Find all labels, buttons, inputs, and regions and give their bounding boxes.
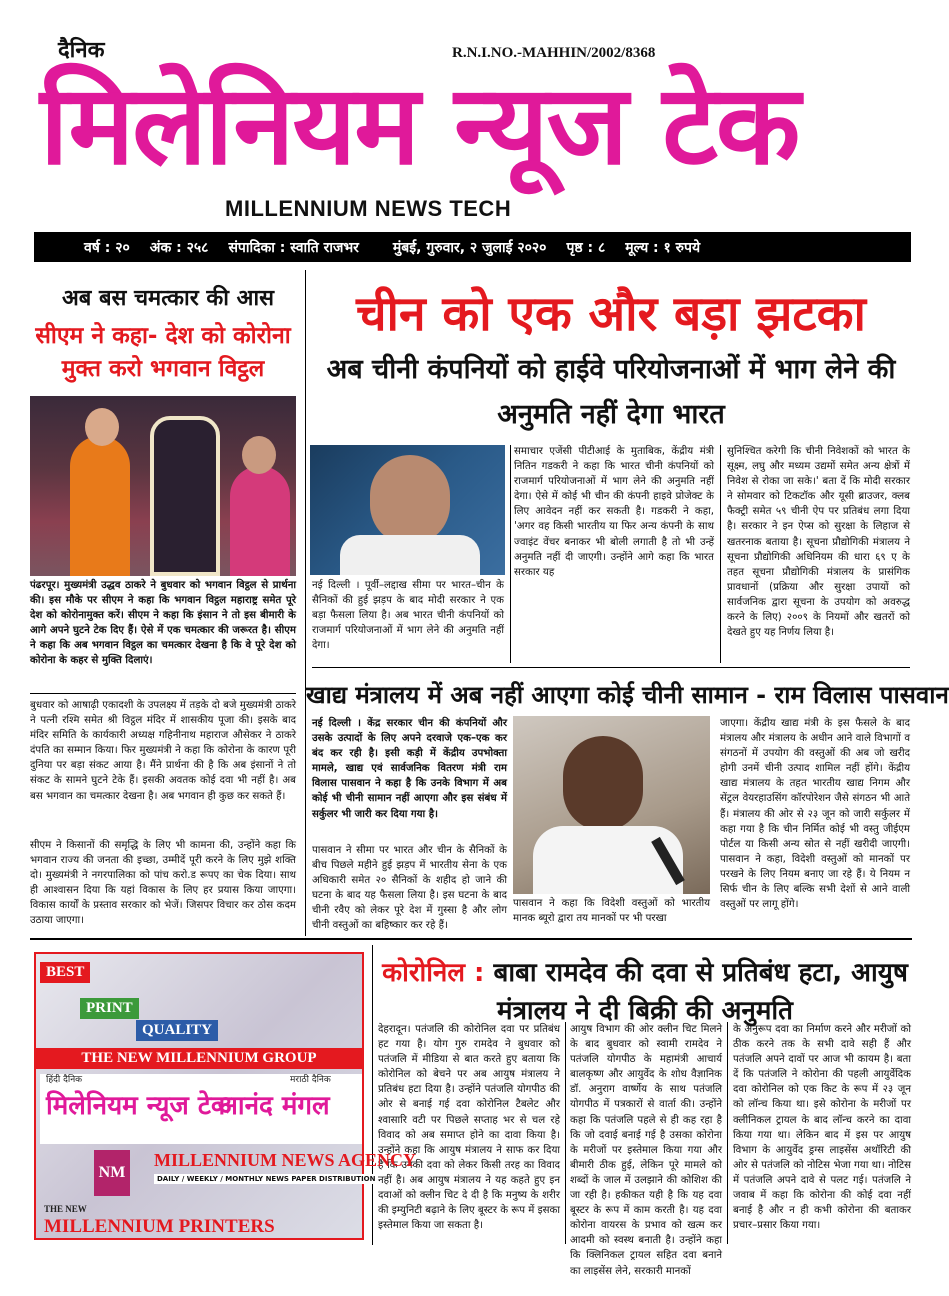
newspaper-subtitle: MILLENNIUM NEWS TECH xyxy=(225,196,512,221)
story-paragraph: समाचार एजेंसी पीटीआई के मुताबिक, केंद्रीय मंत्री नितिन गडकरी ने कहा कि भारत चीनी कंपनियों को राजमार्ग परियोजनाओं में भाग लेने की अनुमति नहीं देगा। ऐसे में कोई भी चीन की कंपनी हाइवे प्रोजेक्ट के लिए आवेदन नहीं कर सकती है। गडकरी ने कहा, 'अगर वह किसी भारतीय या फिर अन्य कंपनी के साथ ज्वाइंट वेंचर बनाकर भी बोली लगाती है तो भी उन्हें अनुमति नहीं दी जाएगी। उन्होंने आगे कहा कि भारत सरकार यह xyxy=(514,446,714,578)
column-rule xyxy=(305,270,306,936)
ad-hindi-daily: हिंदी दैनिक xyxy=(46,1075,83,1085)
pages-label: पृष्ठ : ८ xyxy=(566,239,606,256)
column-rule xyxy=(510,445,511,663)
advertisement xyxy=(34,952,417,1240)
story-lead: पंढरपूर। मुख्यमंत्री उद्धव ठाकरे ने बुधवार को भगवान विट्ठल से प्रार्थना की। इस मौके पर सीएम ने कहा कि भगवान विट्ठल महाराष्ट्र समेत पूरे देश को कोरोनामुक्त करें। सीएम ने कहा कि इंसान ने तो इस बीमारी के आगे अपने घुटने टेक दिए हैं। ऐसे में एक चमत्कार की जरूरत है। सीएम ने कहा कि अब भगवान विट्ठल का चमत्कार देखना है कि वे पूरे देश को कोरोना के कहर से मुक्ति दिलाएं। xyxy=(30,580,296,667)
headline-text: बाबा रामदेव की दवा से प्रतिबंध हटा, आयुष मंत्रालय ने दी बिक्री की अनुमति xyxy=(493,958,908,1026)
figure-head xyxy=(242,436,276,474)
story-paragraph: सीएम ने किसानों की समृद्धि के लिए भी कामना की, उन्होंने कहा कि भगवान राज्य की जनता की इच्छा, उम्मीदें पूरी करने के लिए मुझे शक्ति दो। मुख्यमंत्री ने नगरपालिका को पांच करो.ड रूपए का चेक दिया। साथ ही आश्वासन दिया कि यहां विकास के लिए हर प्रयास किया जाएगा। विकास कार्यों के प्रस्ताव सरकार को भेजें। जिसपर विचार कर ठोस कदम उठाया जाएगा। xyxy=(30,840,296,927)
story-headline: सीएम ने कहा- देश को कोरोना मुक्त करो भगवान विट्ठल xyxy=(35,323,291,383)
section-divider xyxy=(30,938,912,940)
story-paragraph: पासवान ने सीमा पर भारत और चीन के सैनिकों के बीच पिछले महीने हुई झड़प में भारतीय सेना के एक अधिकारी समेत २० सैनिकों के शहीद हो जाने की घटना के बाद यह फैसला लिया है। इस घटना के बाद चीनी रवैए को लेकर पूरे देश में गुस्सा है और लोग चीनी वस्तुओं का बहिष्कार कर रहे हैं। xyxy=(312,845,507,932)
story-paragraph: के अनुरूप दवा का निर्माण करने और मरीजों को ठीक करने तक के सभी दावे सही हैं और पतंजलि अपने दावों पर आज भी कायम है। बता दें कि पतंजलि ने कोरोना की पहली आयुर्वेदिक दवा कोरोनिल को एक किट के रूप में २३ जून को लॉन्च किया था। इसे कोरोना के मरीजों पर क्लीनिकल ट्रायल के बाद लॉन्च करने का दावा किया गया था। लेकिन बाद में इस पर आयुष विभाग के आयुर्वेद ड्रग्स लाइसेंस अथॉरिटी की ओर से पतंजलि को नोटिस भेजा गया था। नोटिस में पतंजलि अपने दावे से पलट गई। पतंजलि ने जवाब में कहा कि कोरोना की कोई दवा नहीं बनाई है और न ही कभी कोरोना की बताकर प्रचार–प्रसार किया गया। xyxy=(733,1024,911,1232)
shirt-shape xyxy=(533,826,683,894)
ad-the-new: THE NEW xyxy=(44,1204,87,1214)
gadkari-photo xyxy=(310,445,505,575)
ad-printers: MILLENNIUM PRINTERS xyxy=(44,1216,275,1237)
newspaper-title: मिलेनियम न्यूज टेक xyxy=(40,61,799,189)
ad-best: BEST xyxy=(40,962,90,983)
dateline: मुंबई, गुरुवार, २ जुलाई २०२० xyxy=(392,239,547,256)
story-paragraph: नई दिल्ली । पूर्वी–लद्दाख सीमा पर भारत–चीन के सैनिकों की हुई झड़प के बाद मोदी सरकार ने एक बड़ा फैसला लिया है। अब भारत चीनी कंपनियों को राजमार्ग परियोजनाओं में भाग लेने की अनुमति नहीं देगा। xyxy=(312,580,504,652)
column-rule xyxy=(720,445,721,663)
story-kicker: अब बस चमत्कार की आस xyxy=(61,286,275,311)
face-shape xyxy=(370,455,450,545)
story-headline: खाद्य मंत्रालय में अब नहीं आएगा कोई चीनी सामान - राम विलास पासवान xyxy=(306,681,949,709)
figure-head xyxy=(85,408,119,446)
rni-number: R.N.I.NO.-MAHHIN/2002/8368 xyxy=(452,45,656,61)
face-shape xyxy=(563,736,643,831)
figure-shape xyxy=(230,466,290,576)
price-label: मूल्य : १ रुपये xyxy=(625,239,701,256)
issue-label: अंक : २५८ xyxy=(149,239,209,256)
ad-agency-sub: DAILY / WEEKLY / MONTHLY NEWS PAPER DISTRIBUTION xyxy=(154,1174,378,1184)
year-label: वर्ष : २० xyxy=(84,239,130,256)
info-bar xyxy=(34,232,911,262)
lead-headline: चीन को एक और बड़ा झटका xyxy=(356,286,866,342)
story-paragraph: देहरादून। पतंजलि की कोरोनिल दवा पर प्रतिबंध हट गया है। योग गुरु रामदेव ने बुधवार को पतंजलि में मीडिया से बात करते हुए बताया कि कोरोनिल को बेचने पर अब आयुष मंत्रालय ने प्रतिबंध हटा दिया है। उन्होंने पतंजलि योगपीठ की ओर से बनाई गई दवा कोरोनिल टैबलेट और श्वासारि वटी पर पिछले सप्ताह भर से चल रहे विवाद को अब समाप्त होने का दावा किया है। उन्होंने कहा कि आयुष मंत्रालय ने साफ कर दिया है कि उनकी दवा को लेकर किसी तरह का विवाद नहीं है। अब आयुष मंत्रालय ने यह कहते हुए इन दवाओं को क्लीन चिट दे दी है कि मनुष्य के शरीर की इम्युनिटी बढ़ाने के लिए बूस्टर के रूप में इसका इस्तेमाल किया जा सकता है। xyxy=(378,1024,560,1232)
idol-shape xyxy=(150,416,220,576)
editor-label: संपादिका : स्वाति राजभर xyxy=(228,239,359,256)
divider xyxy=(30,693,296,694)
ad-logo: NM xyxy=(94,1150,130,1196)
story-paragraph: बुधवार को आषाढ़ी एकादशी के उपलक्ष्य में तड़के दो बजे मुख्यमंत्री ठाकरे ने पत्नी रश्मि समेत श्री विट्ठल मंदिर में शासकीय पूजा की। इसके बाद मंदिर समिति के कार्यकारी अध्यक्ष गहिनीनाथ महाराज औसेकर ने ठाकरे दंपति का सम्मान किया। फिर मुख्यमंत्री ने कहा कि कोरोना के कारण पूरी दुनिया पर बड़ा संकट आया है। मैंने प्रार्थना की है कि अब इंसानों ने तो संकट के सामने घुटने टेके हैं। इसकी अवतक कोई दवा भी नहीं है। अब बस भगवान का चमत्कार देखना है। अब भगवान ही कुछ कर सकते हैं। xyxy=(30,700,296,802)
column-rule xyxy=(565,1022,566,1244)
ad-print: PRINT xyxy=(80,998,139,1019)
column-rule xyxy=(727,1022,728,1244)
paswan-photo xyxy=(513,716,710,894)
story-paragraph: सुनिश्चित करेगी कि चीनी निवेशकों को भारत के सूक्ष्म, लघु और मध्यम उद्यमों समेत अन्य क्षेत्रों में निवेश से रोका जा सके।' बता दें कि मोदी सरकार ने सोमवार को टिकटॉक और यूसी ब्राउजर, क्लब फैक्ट्री समेत ५९ चीनी ऐप पर प्रतिबंध लगा दिया है। सरकार ने इन ऐप्स को सुरक्षा के लिहाज से खतरनाक बताया है। सूचना प्रौद्योगिकी मंत्रालय ने सूचना प्रौद्योगिकी अधिनियम की धारा ६९ ए के तहत सूचना प्रौद्योगिकी मंत्रालय के प्रासंगिक प्रावधानों (प्रक्रिया और सुरक्षा उपायों को सार्वजनिक द्वारा सूचना के उपयोग को अवरुद्ध करने के लिए) २००९ के नियमों और खतरों को देखते हुए यह निर्णय लिया है। xyxy=(727,446,910,639)
ad-group: THE NEW MILLENNIUM GROUP xyxy=(36,1048,362,1069)
cm-temple-photo xyxy=(30,396,296,576)
ad-quality: QUALITY xyxy=(136,1020,218,1041)
section-divider xyxy=(312,667,910,668)
photo-caption: पासवान ने कहा कि विदेशी वस्तुओं को भारतीय मानक ब्यूरो द्वारा तय मानकों पर भी परखा xyxy=(513,898,710,925)
ad-paper-2: आनंद मंगल xyxy=(218,1091,330,1121)
ad-paper-1: मिलेनियम न्यूज टेक xyxy=(46,1091,231,1121)
figure-shape xyxy=(70,436,130,576)
ad-agency: MILLENNIUM NEWS AGENCY xyxy=(154,1150,417,1170)
story-paragraph: जाएगा। केंद्रीय खाद्य मंत्री के इस फैसले के बाद मंत्रालय और मंत्रालय के अधीन आने वाले विभागों व संगठनों में उपयोग की वस्तुओं की अब जो खरीद होगी उनमें चीनी उत्पाद शामिल नहीं होंगे। केंद्रीय खाद्य मंत्रालय के तहत भारतीय खाद्य निगम और सेंट्रल वेयरहाउसिंग कॉरपोरेशन जैसे संगठन भी आते हैं। मंत्रालय की ओर से २३ जून को जारी सर्कुलर में कहा गया है कि चीन निर्मित कोई भी वस्तु जीईएम पोर्टल या किसी अन्य स्रोत से नहीं खरीदी जाएगी। पासवान ने कहा, विदेशी वस्तुओं को मानकों पर परखने के लिए नियम बनाए जा रहे हैं। ये नियम न सिर्फ चीन के लिए बल्कि सभी देशों से आने वाली वस्तुओं पर लागू होंगे। xyxy=(720,718,910,911)
daily-label: दैनिक xyxy=(58,38,105,63)
shirt-shape xyxy=(340,535,480,575)
ad-marathi-daily: मराठी दैनिक xyxy=(290,1075,331,1085)
headline-highlight: कोरोनिल : xyxy=(382,958,485,988)
lead-subheadline: अब चीनी कंपनियों को हाईवे परियोजनाओं में भाग लेने की अनुमति नहीं देगा भारत xyxy=(326,354,896,430)
story-lead: नई दिल्ली । केंद्र सरकार चीन की कंपनियों और उसके उत्पादों के लिए अपने दरवाजे एक–एक कर बंद कर रही है। इसी कड़ी में केंद्रीय उपभोक्ता मामले, खाद्य एवं सार्वजनिक वितरण मंत्री राम विलास पासवान ने कहा है कि उनके विभाग में अब कोई भी चीनी सामान नहीं आएगा और इस संबंध में सर्कुलर भी जारी कर दिया गया है। xyxy=(312,718,507,820)
story-headline xyxy=(350,955,940,1030)
story-paragraph: आयुष विभाग की ओर क्लीन चिट मिलने के बाद बुधवार को स्वामी रामदेव ने पतंजलि योगपीठ के महामंत्री आचार्य बालकृष्ण और आयुर्वेद के शोध वैज्ञानिक डॉ. अनुराग वार्ष्णेय के साथ पतंजलि योगपीठ में पत्रकारों से वार्ता की। उन्होंने कहा कि पतंजलि पहले से ही कह रहा है कि जो दवाई बनाई गई है उसका कोरोना के मरीजों पर इस्तेमाल किया गया और बीमारी ठीक हुई, लेकिन पूरे मामले को शब्दों के जाल में उलझाने की कोशिश की जा रही है। हकीकत यही है कि यह दवा बूस्टर के रूप में काम करती है। यह दवा कोरोना वायरस के प्रभाव को खत्म कर आदमी को स्वस्थ बनाती है। उन्होंने कहा कि क्लिनिकल ट्रायल सहित दवा बनाने का लाइसेंस लेने, सरकारी मानकों xyxy=(570,1024,722,1277)
